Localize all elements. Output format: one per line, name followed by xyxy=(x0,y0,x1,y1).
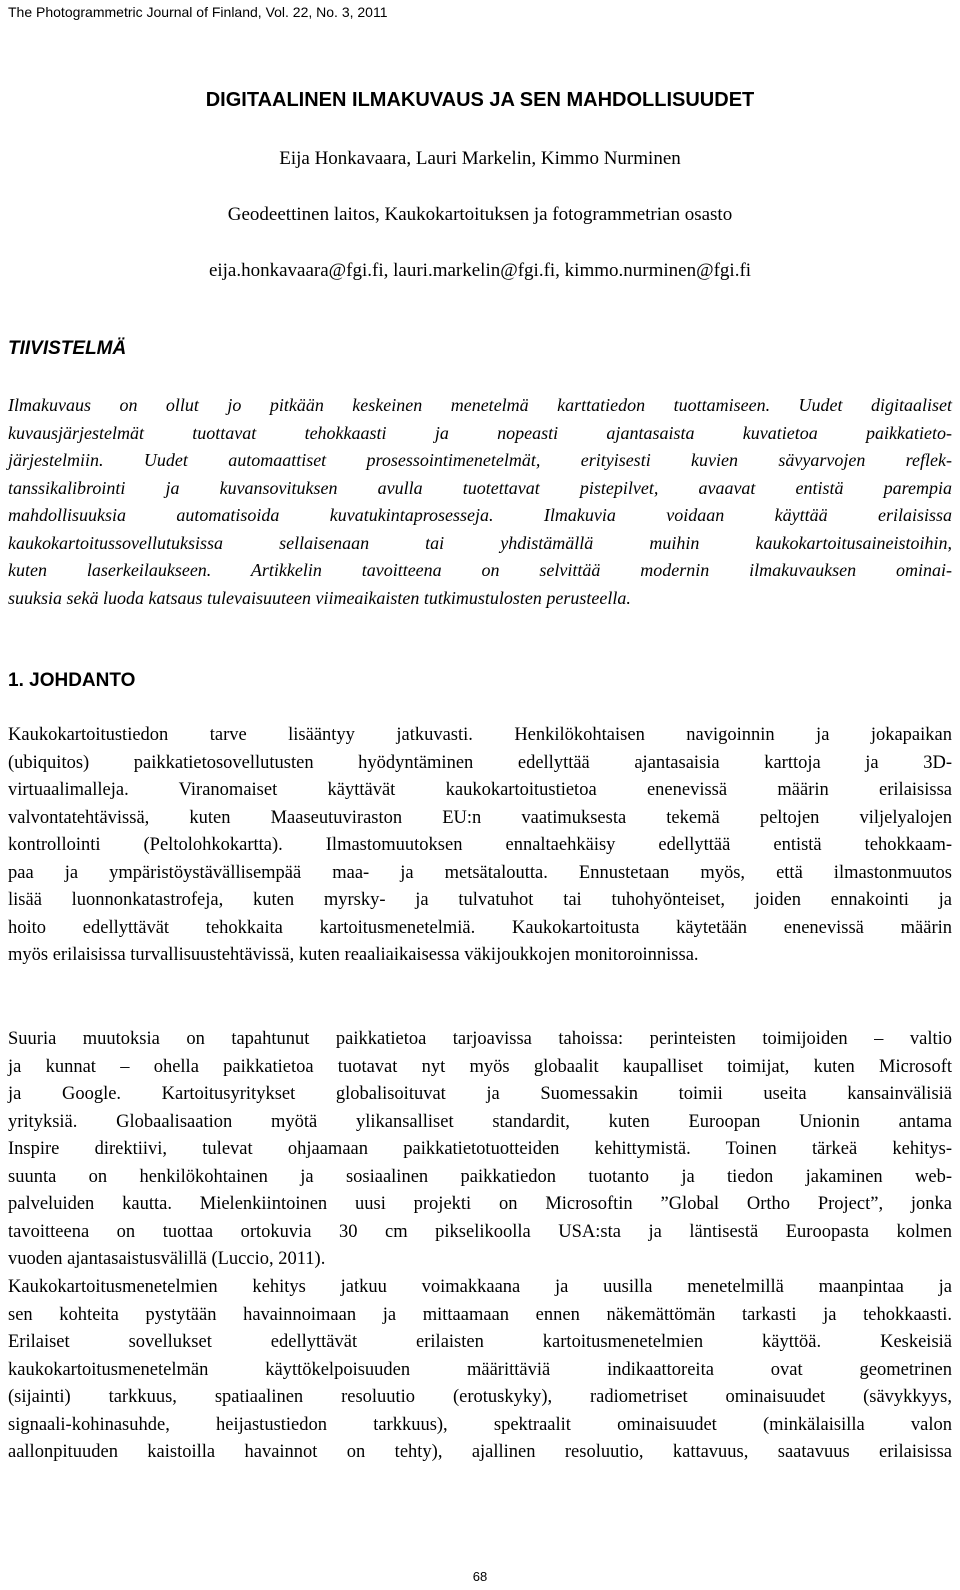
paragraph-line: palveluiden kautta. Mielenkiintoinen uusi projekti on Microsoftin ”Global Ortho Project”, jonka xyxy=(8,1194,952,1214)
intro-paragraph-2 xyxy=(8,1026,952,1274)
abstract-heading: TIIVISTELMÄ xyxy=(8,338,127,359)
paragraph-line: virtuaalimalleja. Viranomaiset käyttävät kaukokartoitustietoa enenevissä määrin erilaisissa xyxy=(8,780,952,800)
article-title: DIGITAALINEN ILMAKUVAUS JA SEN MAHDOLLISUUDET xyxy=(205,89,755,111)
abstract-line: mahdollisuuksia automatisoida kuvatukintaprosesseja. Ilmakuvia voidaan käyttää erilaisissa xyxy=(8,505,952,525)
paragraph-line: kaukokartoitusmenetelmän käyttökelpoisuuden määrittäviä indikaattoreita ovat geometrinen xyxy=(8,1359,952,1380)
paragraph-line: Erilaiset sovellukset edellyttävät erilaisten kartoitusmenetelmien käyttöä. Keskeisiä xyxy=(8,1332,952,1352)
abstract-line: kuvausjärjestelmät tuottavat tehokkaasti ja nopeasti ajantasaista kuvatietoa paikkatieto- xyxy=(8,422,952,443)
page-number: 68 xyxy=(472,1569,488,1584)
abstract-line: kuten laserkeilaukseen. Artikkelin tavoitteena on selvittää modernin ilmakuvauksen ominai- xyxy=(8,560,952,580)
paragraph-line: paa ja ympäristöystävällisempää maa- ja metsätaloutta. Ennustetaan myös, että ilmastonmuutos xyxy=(8,862,952,883)
paragraph-line: lisää luonnonkatastrofeja, kuten myrsky- ja tulvatuhot tai tuhohyönteiset, joiden ennakointi ja xyxy=(8,890,952,910)
paragraph-line: vuoden ajantasaistusvälillä (Luccio, 2011). xyxy=(8,1249,326,1269)
paragraph-line: tavoitteena on tuottaa ortokuvia 30 cm pikselikoolla USA:sta ja läntisestä Euroopasta kolmen xyxy=(8,1221,952,1242)
section-heading-johdanto: 1. JOHDANTO xyxy=(8,670,136,691)
running-header: The Photogrammetric Journal of Finland, Vol. 22, No. 3, 2011 xyxy=(8,4,388,20)
article-authors: Eija Honkavaara, Lauri Markelin, Kimmo Nurminen xyxy=(279,148,681,169)
article-affiliation: Geodeettinen laitos, Kaukokartoituksen ja fotogrammetrian osasto xyxy=(227,204,733,225)
abstract-text xyxy=(8,392,952,612)
abstract-line: kaukokartoitussovellutuksissa sellaisenaan tai yhdistämällä muihin kaukokartoitusaineistoihin, xyxy=(8,532,952,553)
paragraph-line: sen kohteita pystytään havainnoimaan ja mittaamaan ennen näkemättömän tarkasti ja tehokkaasti. xyxy=(8,1304,952,1325)
abstract-line: suuksia sekä luoda katsaus tulevaisuuteen viimeaikaisten tutkimustulosten perusteella. xyxy=(8,587,631,608)
paragraph-line: signaali-kohinasuhde, heijastustiedon tarkkuus), spektraalit ominaisuudet (minkälaisilla valon xyxy=(8,1414,952,1435)
paragraph-line: Kaukokartoitustiedon tarve lisääntyy jatkuvasti. Henkilökohtaisen navigoinnin ja jokapaikan xyxy=(8,725,952,745)
paragraph-line: ja Google. Kartoitusyritykset globalisoituvat ja Suomessakin toimii useita kansainvälisiä xyxy=(8,1084,952,1104)
author-emails: eija.honkavaara@fgi.fi, lauri.markelin@fgi.fi, kimmo.nurminen@fgi.fi xyxy=(208,260,752,281)
paragraph-line: ja kunnat – ohella paikkatietoa tuotavat nyt myös globaalit kaupalliset toimijat, kuten Microsoft xyxy=(8,1056,952,1077)
paragraph-line: Kaukokartoitusmenetelmien kehitys jatkuu voimakkaana ja uusilla menetelmillä maanpintaa ja xyxy=(8,1277,952,1297)
intro-paragraph-1 xyxy=(8,722,952,970)
paragraph-line: hoito edellyttävät tehokkaita kartoitusmenetelmiä. Kaukokartoitusta käytetään enenevissä määrin xyxy=(8,917,952,938)
paragraph-line: valvontatehtävissä, kuten Maaseutuviraston EU:n vaatimuksesta tekemä peltojen viljelyalojen xyxy=(8,807,952,828)
paragraph-line: yrityksiä. Globaalisaation myötä ylikansalliset standardit, kuten Euroopan Unionin antama xyxy=(8,1111,952,1132)
paragraph-line: suunta on henkilökohtainen ja sosiaalinen paikkatiedon tuotanto ja tiedon jakaminen web- xyxy=(8,1166,952,1187)
paragraph-line: myös erilaisissa turvallisuustehtävissä, kuten reaaliaikaisessa väkijoukkojen monitoroinnissa. xyxy=(8,945,699,965)
abstract-line: Ilmakuvaus on ollut jo pitkään keskeinen menetelmä karttatiedon tuottamiseen. Uudet digitaaliset xyxy=(8,395,952,415)
intro-paragraph-3 xyxy=(8,1274,952,1467)
paragraph-line: (ubiquitos) paikkatietosovellutusten hyödyntäminen edellyttää ajantasaisia karttoja ja 3D- xyxy=(8,752,952,773)
paragraph-line: aallonpituuden kaistoilla havainnot on tehty), ajallinen resoluutio, kattavuus, saatavuus erilaisissa xyxy=(8,1442,952,1462)
paragraph-line: Inspire direktiivi, tulevat ohjaamaan paikkatietotuotteiden kehittymistä. Toinen tärkeä kehitys- xyxy=(8,1139,952,1159)
paragraph-line: kontrollointi (Peltolohkokartta). Ilmastomuutoksen ennaltaehkäisy edellyttää entistä tehokkaam- xyxy=(8,835,952,855)
paragraph-line: Suuria muutoksia on tapahtunut paikkatietoa tarjoavissa tahoissa: perinteisten toimijoiden – valtio xyxy=(8,1029,952,1049)
abstract-line: tanssikalibrointi ja kuvansovituksen avulla tuotettavat pistepilvet, avaavat entistä parempia xyxy=(8,477,952,498)
paragraph-line: (sijainti) tarkkuus, spatiaalinen resoluutio (erotuskyky), radiometriset ominaisuudet (sävykkyys, xyxy=(8,1387,952,1407)
abstract-line: järjestelmiin. Uudet automaattiset prosessointimenetelmät, erityisesti kuvien sävyarvojen reflek- xyxy=(8,450,952,470)
